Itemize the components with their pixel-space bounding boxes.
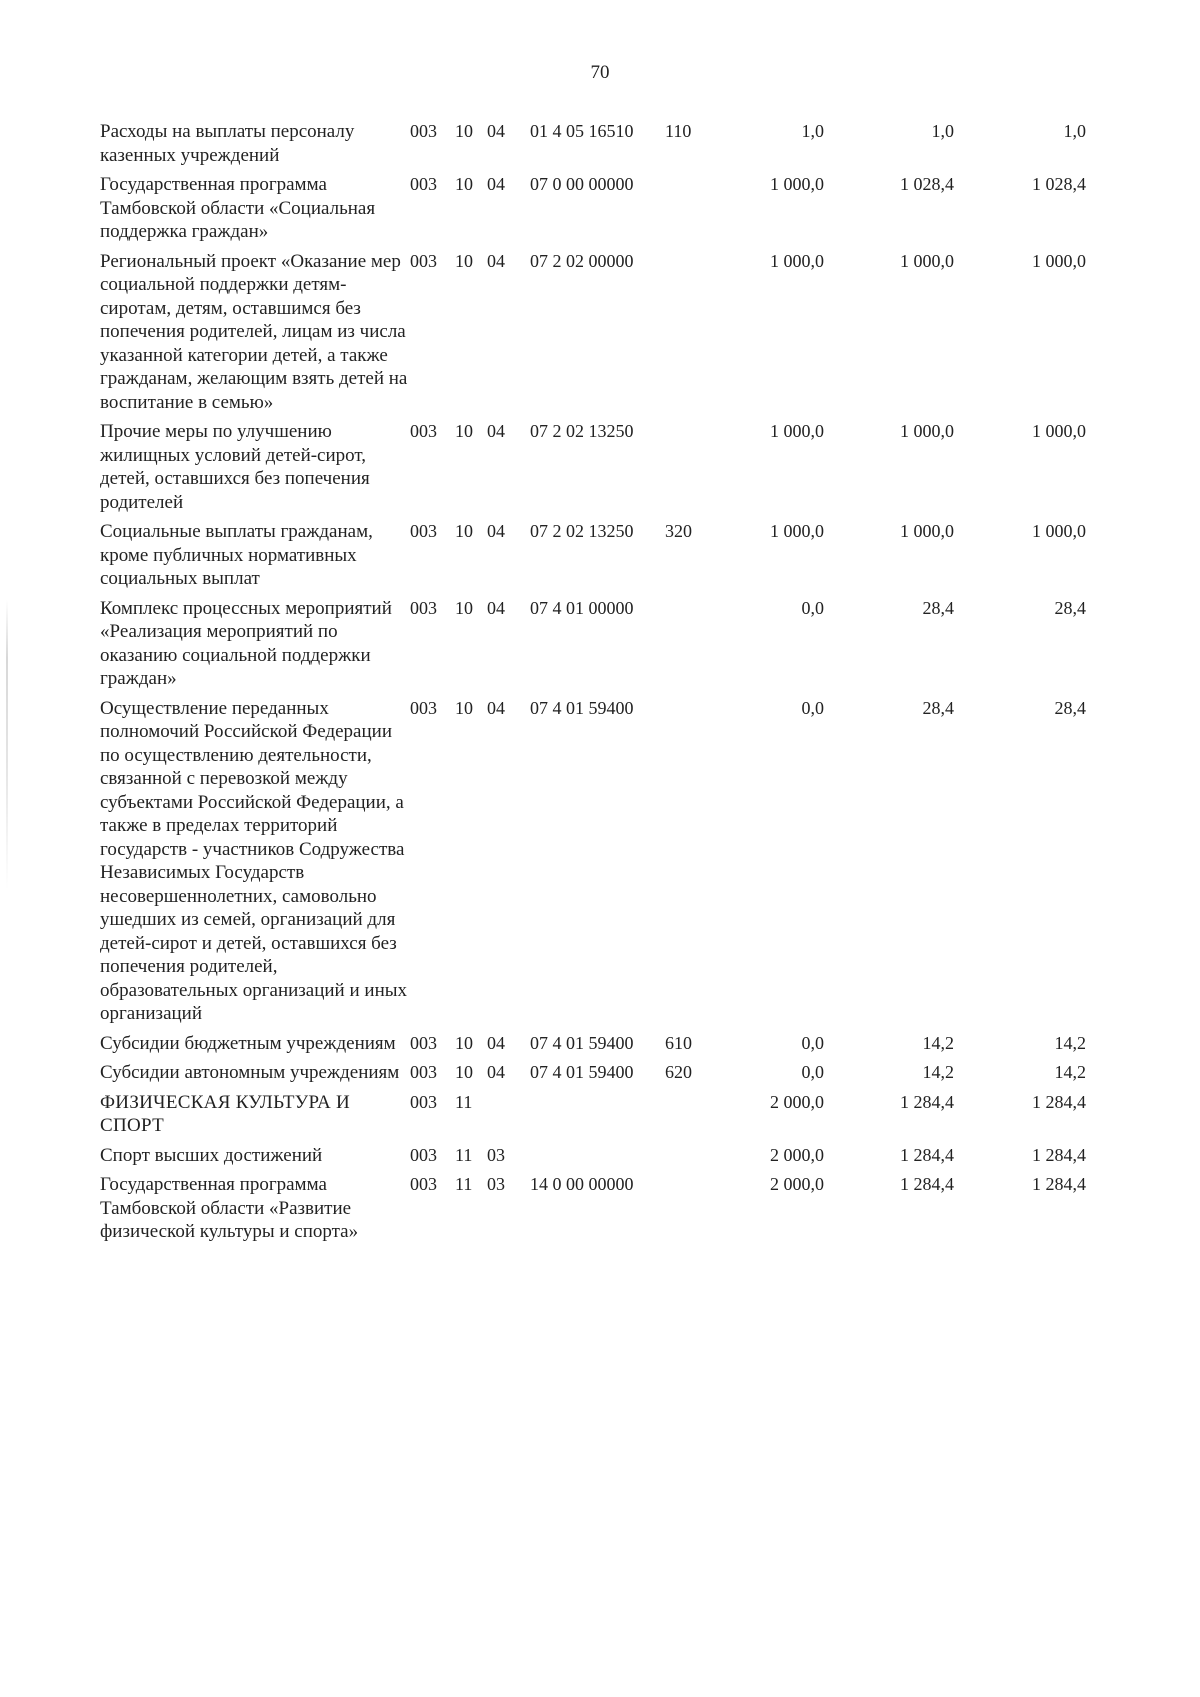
department-code: 003 bbox=[410, 421, 437, 441]
budget-table bbox=[100, 120, 1180, 1250]
amount-2: 28,4 bbox=[922, 597, 954, 618]
amount-1: 0,0 bbox=[801, 697, 824, 718]
amount-1: 2 000,0 bbox=[770, 1174, 824, 1194]
section-code: 10 bbox=[455, 174, 473, 194]
row-name: Региональный проект «Оказание мер социальной поддержки детям-сиротам, детям, оставшимся без попечения родителей, лицам из числа указанной категории детей, а также гражданам, желающим взять детей на воспитание в семью» bbox=[100, 250, 408, 413]
department-code: 003 bbox=[410, 1144, 437, 1165]
amount-3: 1 000,0 bbox=[1032, 521, 1086, 541]
amount-2: 1 028,4 bbox=[900, 174, 954, 194]
table-row bbox=[100, 1061, 1180, 1091]
target-article-code: 01 4 05 16510 bbox=[530, 121, 634, 141]
expense-type-code: 110 bbox=[665, 121, 692, 141]
department-code: 003 bbox=[410, 250, 437, 271]
section-code: 10 bbox=[455, 597, 473, 618]
section-code: 10 bbox=[455, 521, 473, 541]
table-row bbox=[100, 173, 1180, 250]
row-name: Социальные выплаты гражданам, кроме публичных нормативных социальных выплат bbox=[100, 521, 373, 589]
subsection-code: 04 bbox=[487, 697, 505, 718]
amount-3: 1 000,0 bbox=[1032, 421, 1086, 441]
amount-2: 14,2 bbox=[922, 1032, 954, 1053]
table-row bbox=[100, 1091, 1180, 1144]
section-code: 11 bbox=[455, 1174, 473, 1194]
amount-1: 1 000,0 bbox=[770, 421, 824, 441]
table-row bbox=[100, 420, 1180, 520]
amount-1: 2 000,0 bbox=[770, 1144, 824, 1165]
amount-3: 1 000,0 bbox=[1032, 250, 1086, 271]
department-code: 003 bbox=[410, 1174, 437, 1194]
section-code: 10 bbox=[455, 421, 473, 441]
amount-1: 1,0 bbox=[801, 121, 824, 141]
amount-3: 28,4 bbox=[1054, 697, 1086, 718]
department-code: 003 bbox=[410, 174, 437, 194]
subsection-code: 04 bbox=[487, 421, 505, 441]
amount-1: 0,0 bbox=[801, 597, 824, 618]
target-article-code: 14 0 00 00000 bbox=[530, 1174, 634, 1194]
row-name: Расходы на выплаты персоналу казенных учреждений bbox=[100, 121, 355, 166]
subsection-code: 04 bbox=[487, 174, 505, 194]
row-name: ФИЗИЧЕСКАЯ КУЛЬТУРА И СПОРТ bbox=[100, 1091, 351, 1136]
amount-2: 1 284,4 bbox=[900, 1174, 954, 1194]
row-name: Субсидии бюджетным учреждениям bbox=[100, 1032, 396, 1054]
subsection-code: 03 bbox=[487, 1144, 505, 1165]
row-name: Субсидии автономным учреждениям bbox=[100, 1062, 400, 1083]
scan-edge-mark bbox=[6, 600, 8, 890]
table-row bbox=[100, 120, 1180, 173]
amount-1: 1 000,0 bbox=[770, 174, 824, 194]
amount-3: 1 284,4 bbox=[1032, 1144, 1086, 1165]
section-code: 11 bbox=[455, 1091, 473, 1112]
amount-1: 1 000,0 bbox=[770, 521, 824, 541]
row-name: Государственная программа Тамбовской области «Социальная поддержка граждан» bbox=[100, 174, 376, 242]
expense-type-code: 320 bbox=[665, 521, 692, 541]
expense-type-code: 620 bbox=[665, 1062, 692, 1082]
target-article-code: 07 2 02 13250 bbox=[530, 521, 634, 541]
amount-3: 1 284,4 bbox=[1032, 1174, 1086, 1194]
row-name: Комплекс процессных мероприятий «Реализация мероприятий по оказанию социальной поддержки граждан» bbox=[100, 597, 392, 689]
page-number: 70 bbox=[590, 62, 610, 83]
target-article-code: 07 2 02 00000 bbox=[530, 250, 634, 271]
amount-2: 28,4 bbox=[922, 697, 954, 718]
department-code: 003 bbox=[410, 1091, 437, 1112]
amount-2: 1 284,4 bbox=[900, 1091, 954, 1112]
section-code: 10 bbox=[455, 1032, 473, 1053]
department-code: 003 bbox=[410, 597, 437, 618]
row-name: Прочие меры по улучшению жилищных условий детей-сирот, детей, оставшихся без попечения родителей bbox=[100, 421, 370, 513]
amount-3: 1 028,4 bbox=[1032, 174, 1086, 194]
target-article-code: 07 4 01 59400 bbox=[530, 1032, 634, 1053]
amount-3: 14,2 bbox=[1054, 1062, 1086, 1082]
section-code: 10 bbox=[455, 121, 473, 141]
table-row bbox=[100, 1032, 1180, 1062]
amount-1: 2 000,0 bbox=[770, 1091, 824, 1112]
target-article-code: 07 4 01 00000 bbox=[530, 597, 634, 618]
subsection-code: 04 bbox=[487, 1032, 505, 1053]
table-row bbox=[100, 1173, 1180, 1250]
row-name: Государственная программа Тамбовской области «Развитие физической культуры и спорта» bbox=[100, 1174, 359, 1242]
table-row bbox=[100, 697, 1180, 1032]
target-article-code: 07 2 02 13250 bbox=[530, 421, 634, 441]
department-code: 003 bbox=[410, 1032, 437, 1053]
section-code: 10 bbox=[455, 1062, 473, 1082]
amount-2: 1 000,0 bbox=[900, 421, 954, 441]
table-row bbox=[100, 520, 1180, 597]
department-code: 003 bbox=[410, 121, 437, 141]
amount-2: 1 000,0 bbox=[900, 250, 954, 271]
amount-2: 1,0 bbox=[931, 121, 954, 141]
subsection-code: 03 bbox=[487, 1174, 505, 1194]
section-code: 11 bbox=[455, 1144, 473, 1165]
row-name: Спорт высших достижений bbox=[100, 1144, 323, 1166]
table-row bbox=[100, 250, 1180, 421]
amount-3: 28,4 bbox=[1054, 597, 1086, 618]
amount-2: 14,2 bbox=[922, 1062, 954, 1082]
section-code: 10 bbox=[455, 250, 473, 271]
table-row bbox=[100, 597, 1180, 697]
subsection-code: 04 bbox=[487, 250, 505, 271]
subsection-code: 04 bbox=[487, 597, 505, 618]
department-code: 003 bbox=[410, 1062, 437, 1082]
amount-3: 14,2 bbox=[1054, 1032, 1086, 1053]
section-code: 10 bbox=[455, 697, 473, 718]
row-name: Осуществление переданных полномочий Российской Федерации по осуществлению деятельности, связанной с перевозкой между субъектами Российской Федерации, а также в пределах территорий государств - участников Содружества Независимых Государств несовершеннолетних, самовольно ушедших из семей, организаций для детей-сирот и детей, оставшихся без попечения родителей, образовательных организаций и иных организаций bbox=[100, 697, 407, 1024]
amount-1: 1 000,0 bbox=[770, 250, 824, 271]
subsection-code: 04 bbox=[487, 1062, 505, 1082]
amount-3: 1 284,4 bbox=[1032, 1091, 1086, 1112]
target-article-code: 07 4 01 59400 bbox=[530, 1062, 634, 1082]
amount-3: 1,0 bbox=[1063, 121, 1086, 141]
target-article-code: 07 0 00 00000 bbox=[530, 174, 634, 194]
amount-2: 1 000,0 bbox=[900, 521, 954, 541]
amount-2: 1 284,4 bbox=[900, 1144, 954, 1165]
department-code: 003 bbox=[410, 521, 437, 541]
subsection-code: 04 bbox=[487, 121, 505, 141]
expense-type-code: 610 bbox=[665, 1032, 692, 1053]
target-article-code: 07 4 01 59400 bbox=[530, 697, 634, 718]
table-row bbox=[100, 1144, 1180, 1174]
amount-1: 0,0 bbox=[801, 1062, 824, 1082]
department-code: 003 bbox=[410, 697, 437, 718]
subsection-code: 04 bbox=[487, 521, 505, 541]
amount-1: 0,0 bbox=[801, 1032, 824, 1053]
